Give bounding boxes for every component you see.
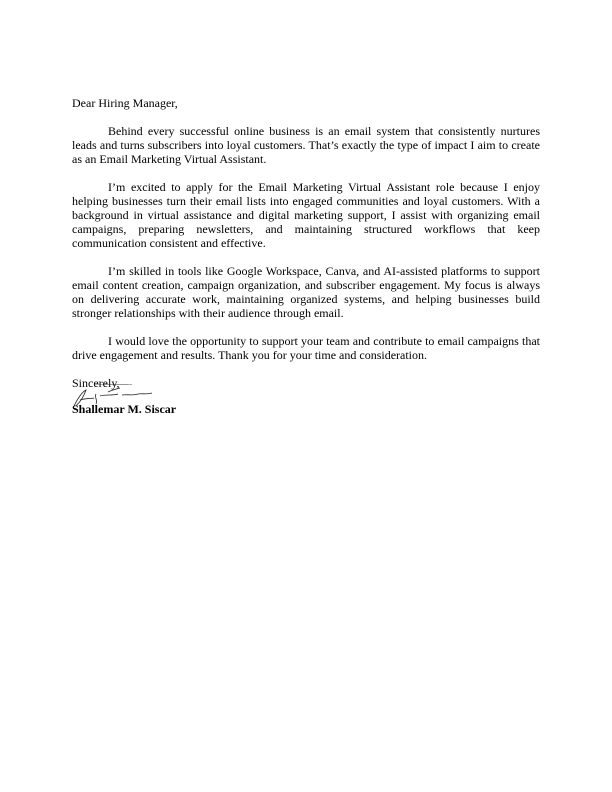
paragraph-4: I would love the opportunity to support your team and contribute to email campaigns that drive engagement and results. Thank you for your time and consideration. xyxy=(72,334,540,362)
signer-name: Shallemar M. Siscar xyxy=(72,402,177,416)
salutation: Dear Hiring Manager, xyxy=(72,96,178,110)
paragraph-3: I’m skilled in tools like Google Workspace, Canva, and AI-assisted platforms to support email content creation, campaign organization, and subscriber engagement. My focus is always on delivering accurate work, maintaining organized systems, and helping businesses build stronger relationships with their audience through email. xyxy=(72,264,540,320)
closing: Sincerely, xyxy=(72,376,120,390)
signature-image xyxy=(72,384,162,410)
paragraph-1: Behind every successful online business is an email system that consistently nurtures leads and turns subscribers into loyal customers. That’s exactly the type of impact I aim to create as an Email Marketing Virtual Assistant. xyxy=(72,124,540,166)
letter xyxy=(72,96,540,416)
paragraph-2: I’m excited to apply for the Email Marketing Virtual Assistant role because I enjoy helping businesses turn their email lists into engaged communities and loyal customers. With a background in virtual assistance and digital marketing support, I assist with organizing email campaigns, preparing newsletters, and maintaining structured workflows that keep communication consistent and effective. xyxy=(72,180,540,250)
signature xyxy=(72,390,540,402)
